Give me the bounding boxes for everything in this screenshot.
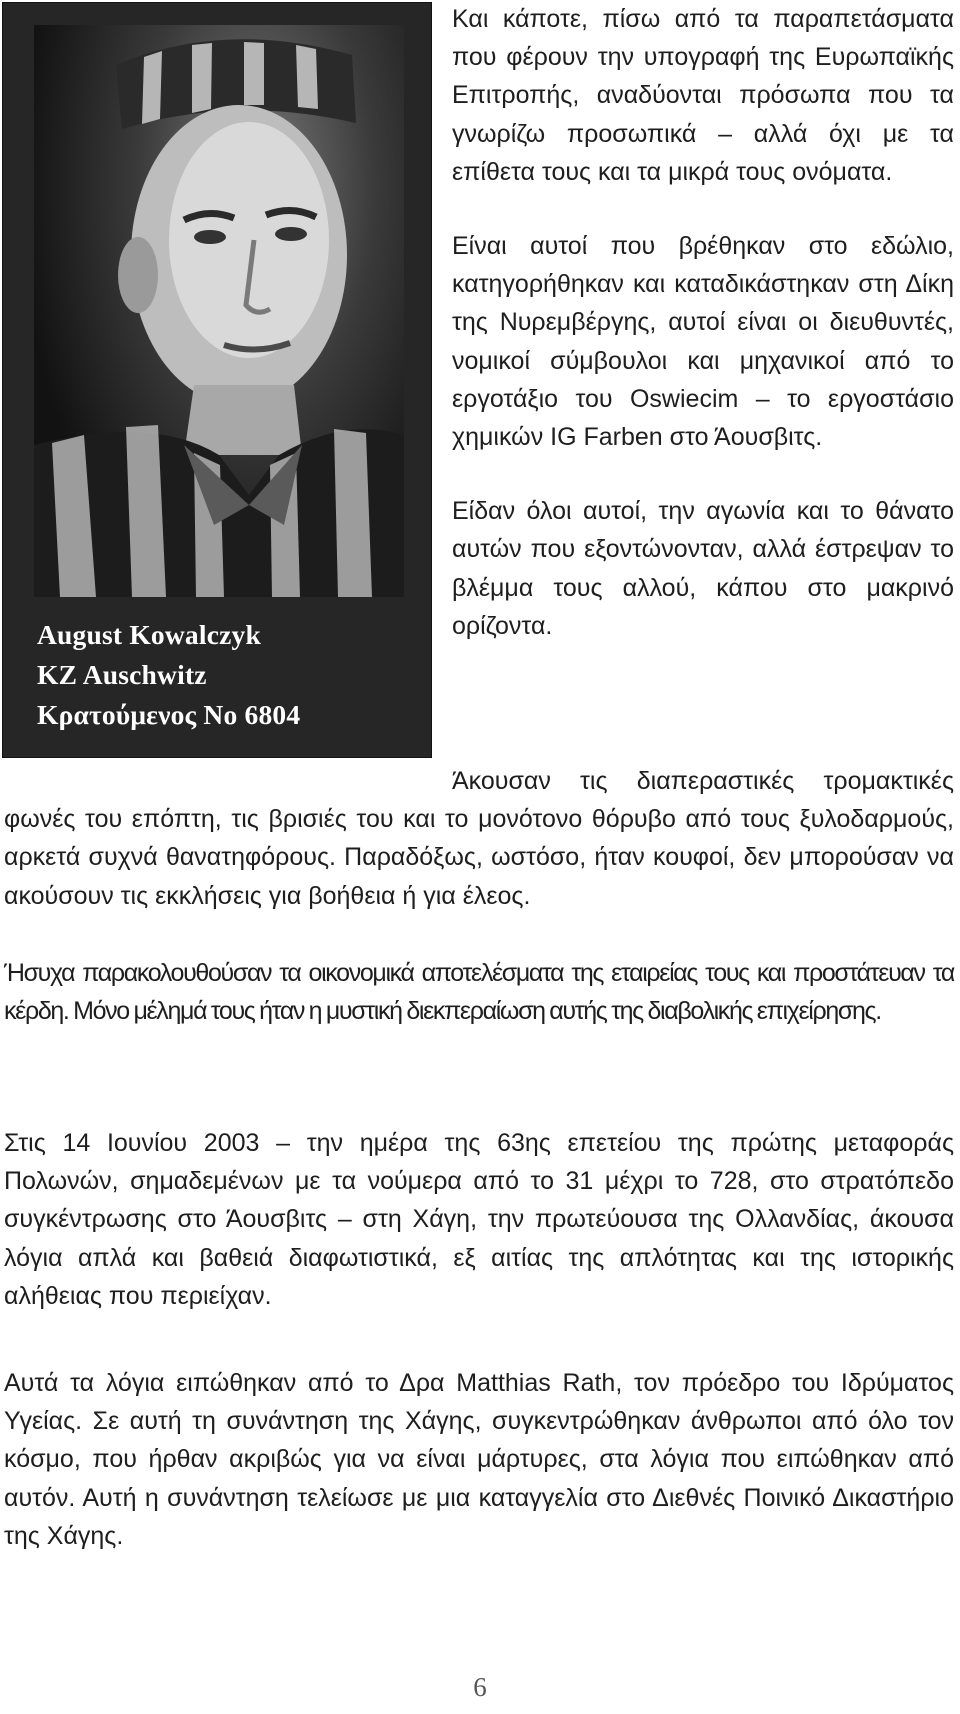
paragraph-block-5 — [4, 954, 954, 1030]
page-number: 6 — [473, 1672, 487, 1702]
paragraph-block-7 — [4, 1364, 954, 1555]
portrait-figure — [2, 2, 432, 758]
paragraph-5: Ήσυχα παρακολουθούσαν τα οικονομικά αποτελέσματα της εταιρείας τους και προστάτευαν τα κέρδη. Μόνο μέλημά τους ήταν η μυστική διεκπεραίωση αυτής της διαβολικής επιχείρησης. — [4, 959, 954, 1026]
portrait-photo — [34, 25, 404, 597]
caption-name: August Kowalczyk — [37, 619, 261, 650]
paragraph-3: Είδαν όλοι αυτοί, την αγωνία και το θάνατο αυτών που εξοντώνονταν, αλλά έστρεψαν το βλέμμα τους αλλού, κάπου στο μακρινό ορίζοντα. — [452, 497, 954, 640]
paragraph-block-4 — [4, 762, 954, 915]
portrait-caption — [37, 615, 417, 735]
paragraph-2: Είναι αυτοί που βρέθηκαν στο εδώλιο, κατηγορήθηκαν και καταδικάστηκαν στη Δίκη της Νυρεμβέργης, αυτοί είναι οι διευθυντές, νομικοί σύμβουλοι και μηχανικοί από το εργοτάξιο του Oswiecim – το εργοστάσιο χημικών IG Farben στο Άουσβιτς. — [452, 232, 954, 452]
paragraph-4: Άκουσαν τις διαπεραστικές τρομακτικές φωνές του επόπτη, τις βρισιές του και το μονότονο θόρυβο από τους ξυλοδαρμούς, αρκετά συχνά θανατηφόρους. Παραδόξως, ωστόσο, ήταν κουφοί, δεν μπορούσαν να ακούσουν τις εκκλήσεις για βοήθεια ή για έλεος. — [4, 767, 954, 910]
paragraph-1: Και κάποτε, πίσω από τα παραπετάσματα που φέρουν την υπογραφή της Ευρωπαϊκής Επιτροπής, αναδύονται πρόσωπα που τα γνωρίζω προσωπικά – αλλά όχι με τα επίθετα τους και τα μικρά τους ονόματα. — [452, 5, 954, 186]
side-column — [452, 0, 954, 681]
paragraph-7: Αυτά τα λόγια ειπώθηκαν από το Δρα Matthias Rath, τον πρόεδρο του Ιδρύματος Υγείας. Σε αυτή τη συνάντηση της Χάγης, συγκεντρώθηκαν άνθρωποι από όλο τον κόσμο, που ήρθαν ακριβώς για να είναι μάρτυρες, στα λόγια που ειπώθηκαν από αυτόν. Αυτή η συνάντηση τελείωσε με μια καταγγελία στο Διεθνές Ποινικό Δικαστήριο της Χάγης. — [4, 1369, 954, 1550]
caption-prisoner-number: Κρατούμενος Νο 6804 — [37, 699, 301, 730]
paragraph-block-6 — [4, 1124, 954, 1315]
paragraph-6: Στις 14 Ιουνίου 2003 – την ημέρα της 63ης επετείου της πρώτης μεταφοράς Πολωνών, σημαδεμένων με τα νούμερα από το 31 μέχρι το 728, στο στρατόπεδο συγκέντρωσης στο Άουσβιτς – στη Χάγη, την πρωτεύουσα της Ολλανδίας, άκουσα λόγια απλά και βαθειά διαφωτιστικά, εξ αιτίας της απλότητας και της ιστορικής αλήθειας που περιείχαν. — [4, 1129, 954, 1310]
caption-camp: KZ Auschwitz — [37, 659, 207, 690]
